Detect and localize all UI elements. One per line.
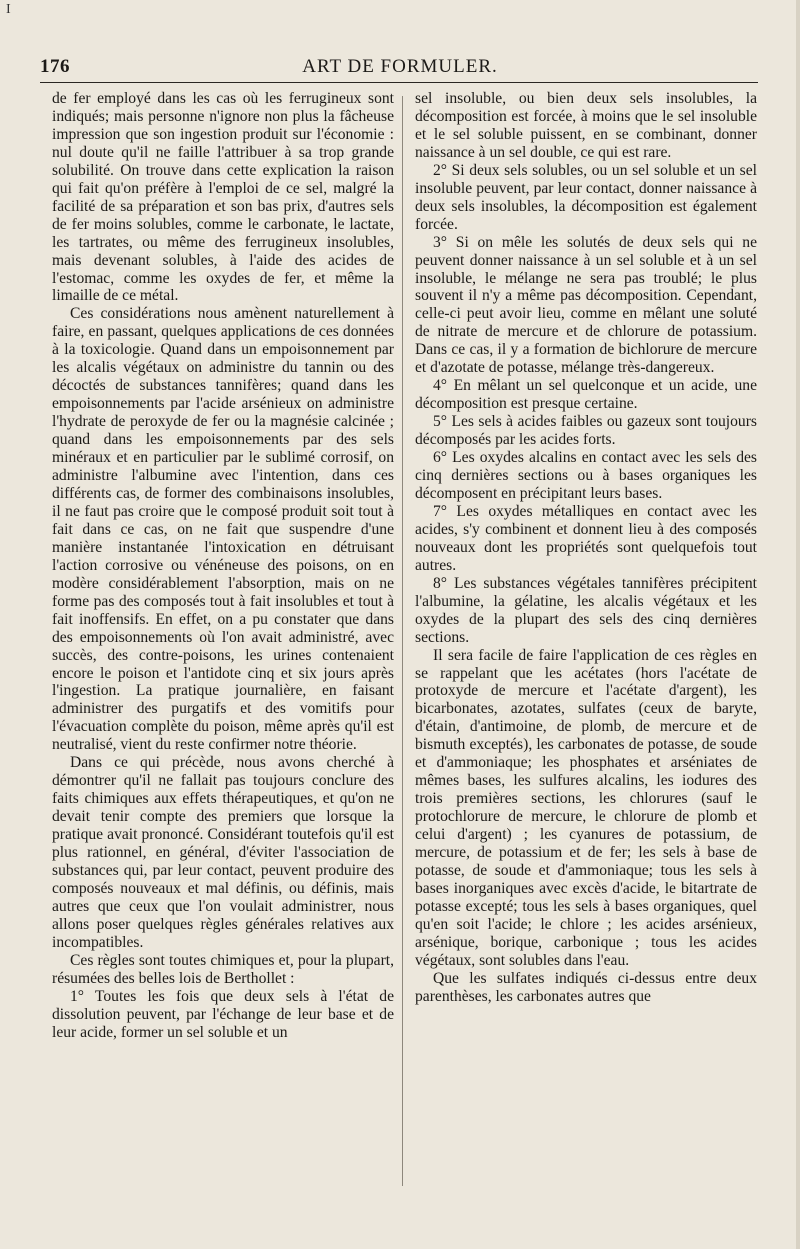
right-paragraph-10: Que les sulfates indiqués ci-dessus entre deux parenthèses, les carbonates autres que (415, 969, 757, 1005)
left-paragraph-1: de fer employé dans les cas où les ferrugineux sont indiqués; mais personne n'ignore non plus la fâcheuse impression que son ingestion produit sur l'économie : nul doute qu'il ne faille l'attribuer à sa trop grande solubilité. On trouve dans cette explication la raison qui fait qu'on préfère à l'emploi de ce sel, malgré la facilité de sa préparation et son bas prix, d'autres sels de fer moins solubles, comme le carbonate, le lactate, les tartrates, ou même des ferrugineux insolubles, mais devenant solubles, à l'aide des acides de l'estomac, comme les oxydes de fer, et même la limaille de ce métal. (52, 90, 394, 305)
left-paragraph-2: Ces considérations nous amènent naturellement à faire, en passant, quelques applications de ces données à la toxicologie. Quand dans un empoisonnement par les alcalis végétaux on administre du tannin ou des décoctés de substances tannifères; quand dans les empoisonnements par l'acide arsénieux on administre l'hydrate de peroxyde de fer ou la magnésie calcinée ; quand dans les empoisonnements par des sels minéraux et en particulier par le sublimé corrosif, on administre l'albumine avec l'intention, dans ces différents cas, de former des combinaisons insolubles, il ne faut pas croire que le composé produit soit tout à fait dans ce cas, on ne fait que suspendre d'une manière instantanée l'intoxication en détruisant l'action corrosive ou vénéneuse des poisons, on en modère considérablement l'absorption, mais on ne forme pas des composés tout à fait insolubles et tout à fait inoffensifs. En effet, on a pu constater que dans des empoisonnements où l'on avait administré, avec succès, des contre-poisons, les urines contenaient encore le poison et l'antidote cinq et six jours après l'ingestion. La pratique journalière, en faisant administrer des purgatifs et des vomitifs pour l'évacuation complète du poison, même après qu'il est neutralisé, vient du reste confirmer notre théorie. (52, 305, 394, 754)
left-paragraph-3: Dans ce qui précède, nous avons cherché à démontrer qu'il ne fallait pas toujours conclure des faits chimiques aux effets thérapeutiques, et qu'on ne devait tenir compte des premiers que lorsque la pratique avait prononcé. Considérant toutefois qu'il est plus rationnel, en général, d'éviter l'association de substances qui, par leur contact, peuvent produire des composés nouveaux et mal définis, ou définis, mais autres que ceux que l'on voulait administrer, nous allons poser quelques règles générales relatives aux incompatibles. (52, 754, 394, 951)
header-rule (40, 82, 758, 83)
right-paragraph-5: 5° Les sels à acides faibles ou gazeux sont toujours décomposés par les acides forts. (415, 413, 757, 449)
left-paragraph-5: 1° Toutes les fois que deux sels à l'état de dissolution peuvent, par l'échange de leur base et de leur acide, former un sel soluble et un (52, 987, 394, 1041)
column-separator (402, 96, 403, 1186)
left-column (52, 90, 394, 1042)
running-title: ART DE FORMULER. (302, 56, 498, 77)
corner-mark: I (6, 2, 11, 17)
right-paragraph-1: sel insoluble, ou bien deux sels insolubles, la décomposition est forcée, à moins que le sel insoluble et le sel soluble puissent, en se combinant, donner naissance à un sel double, ce qui est rare. (415, 90, 757, 161)
right-paragraph-4: 4° En mêlant un sel quelconque et un acide, une décomposition est presque certaine. (415, 377, 757, 413)
left-paragraph-4: Ces règles sont toutes chimiques et, pour la plupart, résumées des belles lois de Berthollet : (52, 951, 394, 987)
page-header (40, 56, 760, 84)
right-paragraph-8: 8° Les substances végétales tannifères précipitent l'albumine, la gélatine, les alcalis végétaux et les oxydes de la plupart des sels des cinq dernières sections. (415, 574, 757, 646)
right-paragraph-2: 2° Si deux sels solubles, ou un sel soluble et un sel insoluble peuvent, par leur contact, donner naissance à deux sels insolubles, la décomposition est également forcée. (415, 161, 757, 233)
right-paragraph-6: 6° Les oxydes alcalins en contact avec les sels des cinq dernières sections ou à bases organiques les décomposent en précipitant leurs bases. (415, 449, 757, 502)
right-paragraph-7: 7° Les oxydes métalliques en contact avec les acides, s'y combinent et donnent lieu à des composés nouveaux dont les propriétés sont quelquefois tout autres. (415, 502, 757, 574)
page-edge (796, 0, 800, 1249)
page-number: 176 (40, 56, 70, 77)
right-paragraph-3: 3° Si on mêle les solutés de deux sels qui ne peuvent donner naissance à un sel soluble et à un sel insoluble, le mélange ne sera pas troublé; le plus souvent il n'y a même pas décomposition. Cependant, celle-ci peut avoir lieu, comme en mêlant une soluté de nitrate de mercure et de chlorure de potassium. Dans ce cas, il y a formation de bichlorure de mercure et d'azotate de potasse, mélange très-dangereux. (415, 233, 757, 377)
right-paragraph-9: Il sera facile de faire l'application de ces règles en se rappelant que les acétates (hors l'acétate de protoxyde de mercure et l'acétate d'argent), les bicarbonates, azotates, sulfates (ceux de baryte, d'étain, d'antimoine, de plomb, de mercure et de bismuth exceptés), les carbonates de potasse, de soude et d'ammoniaque; les phosphates et arséniates de mêmes bases, les sulfures alcalins, les iodures des trois premières sections, les chlorures (sauf le protochlorure de mercure, le chlorure de plomb et celui d'argent) ; les cyanures de potassium, de mercure, de potassium et de fer; les sels à base de potasse, de soude et d'ammoniaque; tous les sels à bases inorganiques avec excès d'acide, le bitartrate de potasse excepté; tous les sels à bases organiques, quel qu'en soit l'acide; le chlore ; les acides arsénieux, arsénique, borique, carbonique ; tous les acides végétaux, sont solubles dans l'eau. (415, 646, 757, 969)
right-column (415, 90, 757, 1006)
